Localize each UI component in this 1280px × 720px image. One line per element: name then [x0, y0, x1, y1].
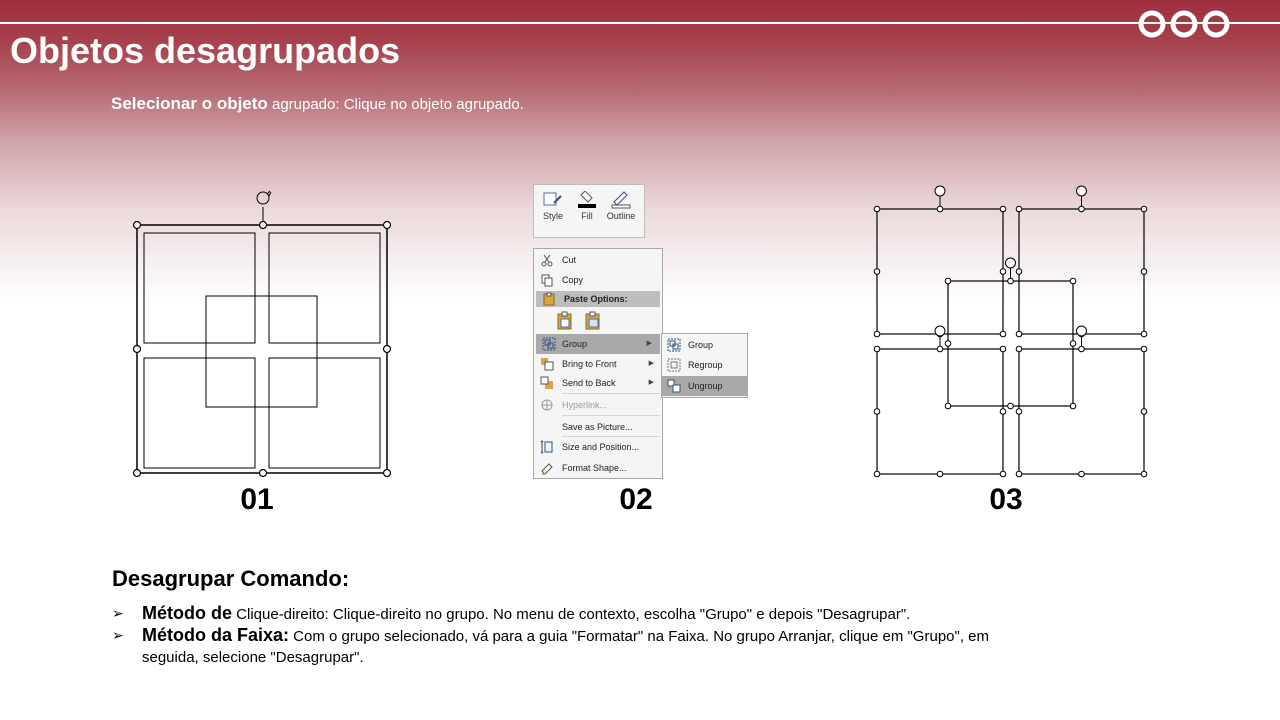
list-item	[112, 625, 992, 668]
figure-label-02: 02	[619, 483, 653, 516]
submenu-item-ungroup[interactable]	[662, 376, 747, 396]
rotate-handle-icon[interactable]	[1006, 258, 1016, 268]
menu-label-bring-to-front: Bring to Front	[562, 359, 617, 369]
resize-handle[interactable]	[1016, 206, 1022, 212]
resize-handle[interactable]	[945, 341, 951, 347]
subtitle-bold: Selecionar o objeto	[111, 94, 268, 113]
page-title: Objetos desagrupados	[10, 30, 401, 71]
ungrouped-square[interactable]	[877, 209, 1003, 334]
resize-handle[interactable]	[1000, 409, 1006, 415]
subtitle-text: agrupado: Clique no objeto agrupado.	[267, 96, 524, 113]
three-rings-logo	[1136, 8, 1232, 40]
resize-handle[interactable]	[1000, 471, 1006, 477]
scissors-icon	[540, 253, 554, 267]
resize-handle[interactable]	[937, 206, 943, 212]
resize-handle[interactable]	[1070, 341, 1076, 347]
list-item	[112, 603, 992, 625]
paint-bucket-icon	[576, 191, 598, 209]
resize-handle[interactable]	[937, 346, 943, 352]
rotate-handle-icon[interactable]	[935, 326, 945, 336]
regroup-icon	[667, 358, 681, 372]
resize-handle[interactable]	[1008, 278, 1014, 284]
format-shape-icon	[540, 461, 554, 475]
send-to-back-icon	[540, 376, 554, 390]
resize-handle[interactable]	[1141, 471, 1147, 477]
submenu-item-group[interactable]	[662, 335, 747, 355]
resize-handle[interactable]	[1000, 269, 1006, 275]
style-label: Style	[542, 211, 563, 221]
menu-label-send-to-back: Send to Back	[562, 378, 616, 388]
rotate-handle-icon[interactable]	[1077, 186, 1087, 196]
menu-item-size-and-position[interactable]	[534, 437, 662, 457]
resize-handle[interactable]	[1016, 409, 1022, 415]
resize-handle[interactable]	[1141, 206, 1147, 212]
menu-label-hyperlink: Hyperlink...	[562, 400, 608, 410]
resize-handle[interactable]	[1016, 269, 1022, 275]
resize-handle[interactable]	[874, 331, 880, 337]
rotate-handle-icon[interactable]	[1077, 326, 1087, 336]
resize-handle[interactable]	[1141, 346, 1147, 352]
submenu-arrow-icon: ▶	[648, 379, 654, 386]
figure-label-03: 03	[989, 483, 1023, 516]
clipboard-icon	[542, 292, 556, 306]
resize-handle[interactable]	[1070, 278, 1076, 284]
menu-item-bring-to-front[interactable]	[534, 354, 662, 374]
figure-01-grouped-shapes[interactable]	[120, 185, 410, 485]
resize-handle[interactable]	[874, 346, 880, 352]
section-heading: Desagrupar Comando:	[112, 566, 350, 591]
resize-handle[interactable]	[874, 269, 880, 275]
menu-item-hyperlink[interactable]	[534, 395, 662, 415]
rotate-handle-icon[interactable]	[935, 186, 945, 196]
menu-label-save-as-picture: Save as Picture...	[562, 422, 633, 432]
menu-separator	[562, 415, 660, 416]
resize-handle[interactable]	[1000, 346, 1006, 352]
menu-item-format-shape[interactable]	[534, 458, 662, 478]
fill-label: Fill	[581, 211, 593, 221]
figure-label-01: 01	[240, 483, 274, 516]
resize-handle[interactable]	[1079, 471, 1085, 477]
resize-handle[interactable]	[937, 471, 943, 477]
bring-to-front-icon	[540, 357, 554, 371]
method-text: Com o grupo selecionado, vá para a guia "Formatar" na Faixa. No grupo Arranjar, clique em "Grupo", em seguida, selecione "Desagrupar".	[142, 628, 989, 666]
resize-handle[interactable]	[945, 278, 951, 284]
ungroup-icon	[667, 379, 681, 393]
context-menu	[533, 248, 663, 479]
subtitle	[111, 94, 524, 114]
method-title: Método da Faixa:	[142, 625, 290, 645]
mini-toolbar	[533, 184, 645, 238]
menu-label-cut: Cut	[562, 255, 577, 265]
submenu-arrow-icon: ▶	[648, 360, 654, 367]
resize-handle[interactable]	[1016, 331, 1022, 337]
menu-label-format-shape: Format Shape...	[562, 463, 627, 473]
paste-options-label: Paste Options:	[564, 294, 628, 304]
resize-handle[interactable]	[1079, 346, 1085, 352]
menu-label-copy: Copy	[562, 275, 584, 285]
submenu-arrow-icon: ▶	[646, 340, 652, 347]
resize-handle[interactable]	[1141, 269, 1147, 275]
menu-item-save-as-picture[interactable]	[534, 417, 662, 437]
submenu-item-regroup[interactable]	[662, 355, 747, 375]
method-text: Clique-direito: Clique-direito no grupo. No menu de contexto, escolha "Grupo" e depois "Desagrupar".	[232, 606, 911, 623]
size-position-icon	[540, 440, 554, 454]
menu-item-group[interactable]	[536, 334, 660, 354]
group-submenu	[661, 333, 748, 398]
resize-handle[interactable]	[1000, 206, 1006, 212]
resize-handle[interactable]	[1141, 331, 1147, 337]
resize-handle[interactable]	[874, 409, 880, 415]
menu-label-group: Group	[562, 339, 588, 349]
submenu-label-group: Group	[688, 340, 714, 350]
resize-handle[interactable]	[1016, 471, 1022, 477]
menu-item-cut[interactable]	[534, 250, 662, 270]
style-pen-icon	[542, 191, 564, 209]
resize-handle[interactable]	[1070, 403, 1076, 409]
hyperlink-icon	[540, 398, 554, 412]
bullet-arrow-icon: ➢	[112, 605, 124, 621]
menu-separator	[562, 393, 660, 394]
ungrouped-square[interactable]	[1019, 349, 1144, 474]
resize-handle[interactable]	[1008, 403, 1014, 409]
method-title: Método de	[142, 603, 232, 623]
resize-handle[interactable]	[1016, 346, 1022, 352]
paste-keep-formatting-icon[interactable]	[556, 311, 574, 331]
figure-03-ungrouped-shapes[interactable]	[860, 178, 1160, 483]
menu-item-copy[interactable]	[534, 270, 662, 290]
resize-handle[interactable]	[1000, 331, 1006, 337]
ungrouped-square[interactable]	[877, 349, 1003, 474]
method-list	[112, 603, 992, 668]
header-divider	[0, 22, 1280, 24]
menu-label-size-and-position: Size and Position...	[562, 442, 640, 452]
outline-button[interactable]	[604, 189, 638, 233]
ungrouped-square[interactable]	[948, 281, 1073, 406]
paste-options-header	[536, 291, 660, 307]
outline-pencil-icon	[610, 191, 632, 209]
style-button[interactable]	[536, 189, 570, 233]
resize-handle[interactable]	[874, 206, 880, 212]
submenu-label-ungroup: Ungroup	[688, 381, 723, 391]
group-icon	[667, 338, 681, 352]
bullet-arrow-icon: ➢	[112, 627, 124, 643]
outline-label: Outline	[606, 211, 636, 221]
copy-icon	[540, 273, 554, 287]
resize-handle[interactable]	[1079, 206, 1085, 212]
fill-button[interactable]	[570, 189, 604, 233]
submenu-label-regroup: Regroup	[688, 360, 723, 370]
group-icon	[542, 337, 556, 351]
paste-picture-icon[interactable]	[584, 311, 602, 331]
menu-item-send-to-back[interactable]	[534, 373, 662, 393]
resize-handle[interactable]	[945, 403, 951, 409]
resize-handle[interactable]	[874, 471, 880, 477]
resize-handle[interactable]	[1141, 409, 1147, 415]
ungrouped-square[interactable]	[1019, 209, 1144, 334]
